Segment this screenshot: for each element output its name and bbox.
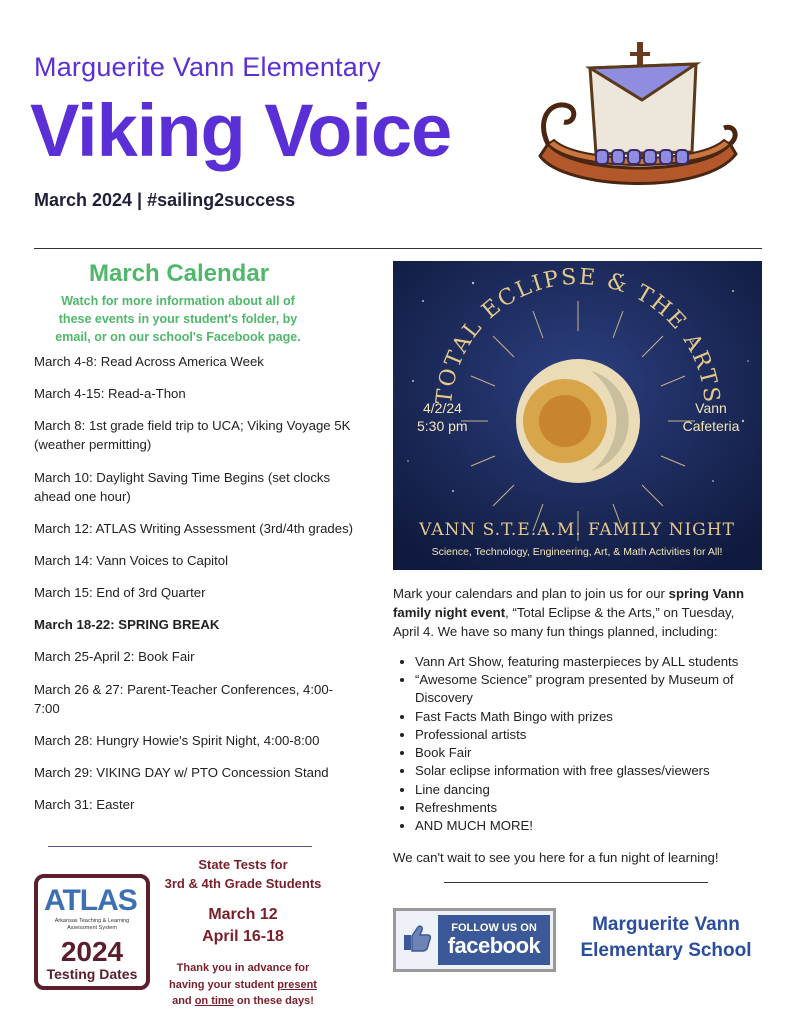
poster-venue-line1: Vann [695, 400, 727, 416]
footer-divider [444, 882, 708, 883]
facebook-panel [438, 915, 550, 965]
issue-dateline: March 2024 | #sailing2success [34, 190, 296, 210]
state-tests-heading-line2: 3rd & 4th Grade Students [164, 875, 322, 891]
thumbs-up-icon [402, 923, 432, 953]
poster-arc-title: TOTAL ECLIPSE & THE ARTS [432, 264, 725, 406]
activity-item: • Refreshments [415, 799, 785, 817]
atlas-testing-dates-label: Testing Dates [46, 966, 138, 982]
thanks-text: Thank you in advance for having your student [169, 962, 310, 991]
calendar-event: March 14: Vann Voices to Capitol [34, 552, 229, 568]
calendar-title: March Calendar [88, 260, 270, 287]
intro-text: Mark your calendars and plan to join us for our [393, 586, 669, 601]
family-night-intro [393, 584, 763, 641]
calendar-event: March 26 & 27: Parent-Teacher Conferences, 4:00-7:00 [34, 681, 334, 716]
header-divider [34, 248, 762, 249]
school-name: Marguerite Vann Elementary [34, 52, 381, 82]
newsletter-title: Viking Voice [30, 89, 452, 172]
calendar-event: March 31: Easter [34, 797, 135, 813]
calendar-event-list [34, 352, 354, 827]
calendar-event-spring-break: March 18-22: SPRING BREAK [34, 617, 220, 633]
activity-item: • Fast Facts Math Bingo with prizes [415, 708, 785, 726]
activity-item: • AND MUCH MORE! [415, 817, 785, 835]
facebook-follow-button[interactable] [393, 908, 556, 972]
calendar-event: March 29: VIKING DAY w/ PTO Concession Stand [34, 764, 329, 780]
poster-venue-line2: Cafeteria [682, 418, 740, 434]
calendar-event: March 25-April 2: Book Fair [34, 649, 195, 665]
state-test-date: April 16-18 [202, 928, 284, 946]
activity-item: • Vann Art Show, featuring masterpieces by ALL students [415, 653, 785, 671]
calendar-event: March 15: End of 3rd Quarter [34, 585, 206, 601]
activity-item: • Professional artists [415, 726, 785, 744]
calendar-divider [48, 846, 312, 847]
calendar-subtitle: Watch for more information about all of these events in your student's folder, by email, or on our school's Facebook page. [55, 294, 301, 345]
calendar-event: March 4-15: Read-a-Thon [34, 386, 186, 402]
state-tests-heading-line1: State Tests for [198, 857, 288, 872]
calendar-event: March 10: Daylight Saving Time Begins (set clocks ahead one hour) [34, 469, 331, 504]
calendar-event: March 12: ATLAS Writing Assessment (3rd/4th grades) [34, 520, 354, 536]
calendar-event: March 28: Hungry Howie's Spirit Night, 4:00-8:00 [34, 732, 320, 748]
state-tests-dates [158, 904, 328, 949]
family-night-activities [393, 653, 785, 835]
atlas-testing-badge [34, 874, 150, 990]
poster-time: 5:30 pm [417, 418, 468, 434]
facebook-wordmark: facebook [447, 933, 541, 958]
activity-item: • Solar eclipse information with free glasses/viewers [415, 762, 785, 780]
footer-school-name [566, 912, 766, 963]
activity-item: • Book Fair [415, 744, 785, 762]
eclipse-poster [393, 261, 762, 570]
atlas-year: 2024 [60, 936, 124, 967]
follow-us-label: FOLLOW US ON [451, 922, 537, 934]
thanks-present: present [277, 978, 317, 991]
state-tests-thanks [158, 960, 328, 1010]
thanks-text: and [172, 995, 195, 1007]
intro-highlight: spring Vann family night event [393, 586, 745, 621]
poster-tagline: Science, Technology, Engineering, Art, & Math Activities for All! [431, 546, 723, 558]
thanks-text: on these days! [233, 995, 314, 1007]
atlas-logo: ATLAS [44, 884, 137, 917]
calendar-event: March 8: 1st grade field trip to UCA; Viking Voyage 5K (weather permitting) [34, 418, 351, 453]
activity-item: • “Awesome Science” program presented by Museum of Discovery [415, 671, 785, 707]
footer-school-line1: Marguerite Vann [592, 914, 740, 935]
state-tests-heading [158, 856, 328, 894]
atlas-logo-subtitle: Arkansas Teaching & Learning Assessment System [54, 918, 130, 931]
poster-date: 4/2/24 [423, 400, 462, 416]
intro-text: , “Total Eclipse & the Arts,” on Tuesday, April 4. We have so many fun things planned, including: [393, 605, 735, 640]
activity-item: • Line dancing [415, 781, 785, 799]
calendar-event: March 4-8: Read Across America Week [34, 354, 264, 369]
state-test-date: March 12 [208, 906, 278, 923]
poster-event-name: VANN S.T.E.A.M. FAMILY NIGHT [419, 520, 735, 540]
viking-ship-icon [534, 40, 742, 200]
footer-school-line2: Elementary School [580, 939, 752, 961]
thanks-on-time: on time [194, 995, 234, 1007]
family-night-closing: We can't wait to see you here for a fun night of learning! [393, 850, 719, 865]
